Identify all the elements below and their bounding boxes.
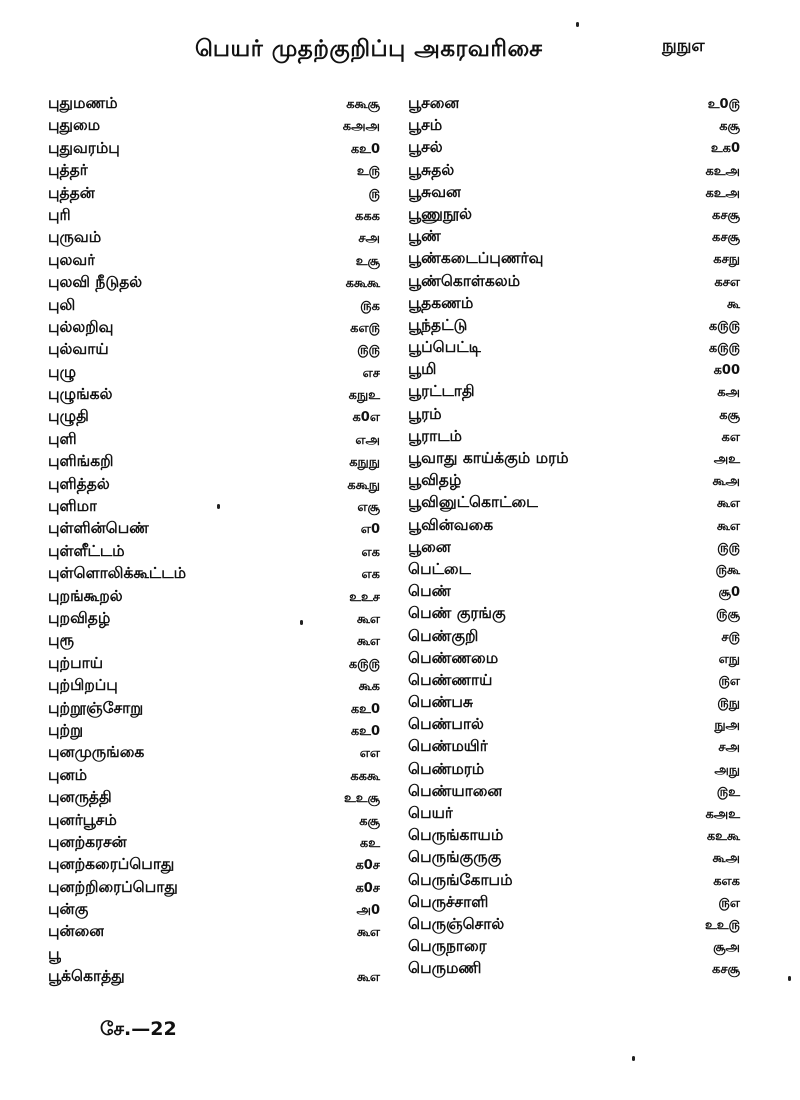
entry-word: புளிமா (48, 497, 98, 516)
index-entry (48, 428, 380, 450)
index-entry (48, 831, 380, 853)
entry-reference: ௫க (360, 298, 380, 314)
entry-word: புரி (48, 205, 71, 224)
index-entry (48, 898, 380, 920)
entry-word: புற்று (48, 720, 84, 739)
entry-reference: எச (362, 365, 380, 381)
entry-word: புலவி நீடுதல் (48, 273, 143, 292)
entry-reference: கசூ (719, 407, 740, 423)
index-entry (408, 425, 740, 447)
footer-signature: சே.—22 (100, 1018, 177, 1040)
entry-word: புல்லறிவு (48, 317, 114, 336)
entry-reference: கஎ௫ (350, 320, 380, 336)
entry-word: பெண்யானை (408, 781, 503, 800)
entry-word: பூசம் (408, 116, 443, 135)
index-entry (48, 786, 380, 808)
index-entry (48, 697, 380, 719)
entry-word: புறவிதழ் (48, 608, 111, 627)
index-entry (408, 270, 740, 292)
entry-reference: ௫௫ (357, 343, 380, 359)
entry-reference: ககூநு (347, 477, 380, 493)
entry-word: பூசல் (408, 138, 443, 157)
index-entry (48, 316, 380, 338)
entry-reference: கஉ0 (350, 141, 380, 157)
index-entry (408, 469, 740, 491)
entry-word: புரூ (48, 631, 75, 650)
entry-reference: கஅ (717, 385, 740, 401)
entry-word: பூனை (408, 537, 451, 556)
ink-speck (217, 504, 220, 509)
ink-speck (576, 22, 579, 27)
entry-word: பெருநாரை (408, 937, 487, 956)
entry-reference: எஅ (355, 432, 380, 448)
entry-word: பூமி (408, 360, 437, 379)
entry-word: பூப்பெட்டி (408, 338, 481, 357)
entry-word: புனம் (48, 765, 88, 784)
entry-word: பெண்ணமை (408, 648, 499, 667)
entry-reference: க௫௫ (708, 318, 740, 334)
index-entry (48, 764, 380, 786)
entry-reference: சஅ (718, 740, 740, 756)
index-entry (48, 204, 380, 226)
entry-word: பெண்பால் (408, 715, 484, 734)
index-entry (408, 336, 740, 358)
entry-reference: க00 (713, 363, 740, 379)
index-entry (408, 403, 740, 425)
index-entry (408, 647, 740, 669)
entry-word: பூரம் (408, 404, 442, 423)
index-entry (48, 226, 380, 248)
entry-reference: கூஎ (356, 634, 380, 650)
index-entry (408, 957, 740, 979)
entry-reference: உஉ௫ (705, 917, 740, 933)
index-entry (48, 562, 380, 584)
entry-word: பூவிதழ் (408, 471, 462, 490)
entry-reference: க0ச (355, 858, 380, 874)
entry-reference: கசசூ (712, 230, 740, 246)
entry-word: புதுமணம் (48, 94, 118, 112)
entry-word: பூண்கடைப்புணர்வு (408, 249, 544, 268)
entry-reference: உஉசூ (343, 791, 380, 807)
entry-word: பெண்மயிர் (408, 737, 488, 756)
entry-reference: சஅ (358, 231, 380, 247)
entry-reference: உக0 (710, 141, 740, 157)
entry-word: புள்ளீட்டம் (48, 541, 125, 560)
entry-reference: கககூ (350, 768, 380, 784)
index-entry (408, 203, 740, 225)
entry-reference: எஎ (359, 746, 380, 762)
index-entry (408, 292, 740, 314)
index-entry (408, 691, 740, 713)
entry-word: புனருத்தி (48, 788, 112, 807)
entry-reference: கநுஉ (348, 388, 380, 404)
entry-reference: எசூ (357, 500, 380, 516)
ink-speck (300, 620, 303, 625)
entry-word: பெண்குறி (408, 626, 479, 645)
entry-word: புளி (48, 429, 77, 448)
entry-reference: கூஎ (356, 611, 380, 627)
entry-reference: உ௫ (356, 164, 380, 180)
entry-reference: எக (361, 544, 380, 560)
index-entry (48, 607, 380, 629)
index-entry (408, 514, 740, 536)
index-entry (48, 271, 380, 293)
index-entry (48, 585, 380, 607)
entry-word: புருவம் (48, 228, 102, 247)
index-entry (408, 824, 740, 846)
entry-word: புற்றூஞ்சோறு (48, 698, 144, 717)
index-entry (48, 294, 380, 316)
index-entry (48, 517, 380, 539)
index-entry (408, 181, 740, 203)
entry-reference: கூஎ (356, 925, 380, 941)
entry-word: பூக்கொத்து (48, 967, 125, 986)
index-entry (48, 92, 380, 114)
entry-reference: க0எ (352, 410, 380, 426)
index-entry (408, 735, 740, 757)
entry-reference: கசநு (713, 252, 740, 268)
index-entry (408, 780, 740, 802)
entry-reference: எக (361, 567, 380, 583)
index-entry (408, 314, 740, 336)
entry-reference: கூஎ (356, 970, 380, 986)
entry-word: புலவர் (48, 250, 96, 269)
entry-reference: கஅஅ (342, 119, 380, 135)
index-entry (48, 965, 380, 987)
entry-reference: கஉஅ (705, 185, 740, 201)
entry-word: புல்வாய் (48, 340, 109, 359)
index-entry (408, 625, 740, 647)
entry-word: புனற்றிரைப்பொது (48, 877, 178, 896)
index-entry (408, 913, 740, 935)
entry-reference: கஉகூ (706, 829, 740, 845)
entry-word: புத்தன் (48, 183, 95, 202)
entry-reference: உஉச (349, 589, 380, 605)
entry-reference: கசூ (359, 813, 380, 829)
entry-word: புன்கு (48, 900, 89, 919)
entry-reference: கநுநு (349, 455, 380, 471)
entry-word: பெருமணி (408, 959, 482, 978)
entry-reference: கஅஉ (705, 807, 740, 822)
entry-reference: கசசூ (712, 962, 740, 978)
entry-reference: க௫௫ (708, 341, 740, 357)
index-entry (408, 891, 740, 913)
entry-reference: அநு (714, 762, 740, 778)
entry-word: பூந்தட்டு (408, 315, 468, 334)
entry-word: புனர்பூசம் (48, 810, 117, 829)
entry-reference: ச௫ (721, 629, 740, 645)
entry-word: பெண்மரம் (408, 759, 485, 778)
index-entry (48, 652, 380, 674)
index-entry (48, 920, 380, 942)
index-entry (408, 802, 740, 824)
entry-word: பூண்கொள்கலம் (408, 271, 521, 290)
entry-word: புற்பிறப்பு (48, 676, 118, 695)
page-number: நுநுஎ (662, 36, 705, 56)
entry-reference: கசசூ (712, 207, 740, 223)
entry-reference: ௫நு (717, 696, 740, 712)
index-entry (48, 741, 380, 763)
entry-word: பெருங்காயம் (408, 826, 504, 845)
index-entry (408, 558, 740, 580)
entry-reference: ௫௫ (717, 540, 740, 556)
index-entry (48, 182, 380, 204)
index-entry (408, 491, 740, 513)
entry-word: புழுதி (48, 407, 89, 426)
index-entry (408, 846, 740, 868)
entry-reference: கூக (358, 679, 380, 695)
entry-word: பெருஞ்சொல் (408, 914, 505, 933)
entry-word: புத்தர் (48, 161, 88, 180)
entry-reference: கசூ (719, 119, 740, 135)
entry-reference: கூஅ (712, 851, 740, 867)
entry-word: புளித்தல் (48, 474, 110, 493)
entry-word: புன்னை (48, 922, 105, 941)
entry-word: பூவாது காய்க்கும் மரம் (408, 449, 569, 467)
index-entry (48, 338, 380, 360)
entry-word: பெருங்குருகு (408, 848, 502, 867)
entry-word: புறங்கூறல் (48, 586, 123, 605)
ink-speck (632, 1056, 635, 1061)
entry-reference: ௫சூ (716, 607, 740, 623)
entry-reference: ௫எ (718, 673, 740, 689)
entry-word: புள்ளின்பெண் (48, 519, 150, 538)
entry-reference: ௫ (368, 186, 380, 202)
index-entry (408, 358, 740, 380)
entry-reference: கஎ (721, 429, 740, 445)
entry-reference: உ0௫ (707, 97, 740, 112)
index-entry (48, 943, 380, 965)
entry-reference: அ0 (356, 903, 380, 919)
entry-word: புலி (48, 295, 76, 314)
entry-reference: கூஎ (716, 518, 740, 534)
entry-reference: நுஅ (714, 718, 740, 734)
index-entry (48, 674, 380, 696)
entry-word: பெண்பசு (408, 693, 473, 712)
entry-reference: ககூசூ (346, 97, 380, 112)
entry-reference: கூஎ (716, 496, 740, 512)
ink-speck (788, 976, 791, 981)
entry-word: பூதகணம் (408, 293, 474, 312)
entry-reference: கசஎ (714, 274, 740, 290)
index-entry (48, 249, 380, 271)
entry-word: புள்ளொலிக்கூட்டம் (48, 564, 187, 583)
index-entry (408, 247, 740, 269)
index-entry (48, 495, 380, 517)
index-entry (408, 159, 740, 181)
left-index-column (48, 92, 380, 988)
entry-word: புழுங்கல் (48, 385, 113, 404)
entry-word: பெண் குரங்கு (408, 604, 506, 623)
index-entry (408, 713, 740, 735)
index-entry (408, 225, 740, 247)
entry-reference: எநு (718, 651, 740, 667)
index-entry (48, 809, 380, 831)
entry-reference: கஉ0 (350, 723, 380, 739)
index-entry (48, 361, 380, 383)
entry-reference: அஉ (713, 452, 740, 467)
entry-reference: ௫கூ (715, 562, 740, 578)
index-entry (48, 450, 380, 472)
index-entry (48, 876, 380, 898)
entry-word: பெருங்கோபம் (408, 870, 513, 889)
index-entry (48, 540, 380, 562)
right-index-column (408, 92, 740, 980)
entry-word: பூவினுட்கொட்டை (408, 493, 539, 512)
entry-word: பூணுநூல் (408, 204, 472, 223)
entry-word: பூசுவன (408, 182, 462, 201)
index-entry (408, 758, 740, 780)
page-title: பெயர் முதற்குறிப்பு அகரவரிசை (195, 36, 543, 62)
entry-reference: கஉ (359, 835, 380, 851)
index-entry (408, 380, 740, 402)
entry-word: பூராடம் (408, 426, 463, 445)
index-entry (408, 536, 740, 558)
index-entry (48, 719, 380, 741)
entry-word: பூண் (408, 227, 441, 246)
index-entry (48, 405, 380, 427)
index-entry (48, 137, 380, 159)
entry-word: பூவின்வகை (408, 515, 494, 534)
index-entry (48, 853, 380, 875)
entry-word: புளிங்கறி (48, 452, 114, 471)
entry-reference: சூ0 (718, 585, 740, 601)
entry-word: புனமுருங்கை (48, 743, 145, 762)
index-entry (408, 92, 740, 114)
index-entry (408, 602, 740, 624)
entry-word: பூசனை (408, 94, 460, 112)
entry-reference: ௫எ (718, 895, 740, 911)
entry-reference: உசூ (355, 253, 380, 269)
entry-word: புனற்கரசன் (48, 832, 127, 851)
entry-word: புதுவரம்பு (48, 138, 120, 157)
index-entry (408, 669, 740, 691)
index-entry (48, 629, 380, 651)
entry-word: பெண்ணாய் (408, 670, 493, 689)
entry-reference: சூஅ (713, 940, 740, 956)
entry-word: புழு (48, 362, 77, 381)
index-entry (408, 114, 740, 136)
index-entry (48, 383, 380, 405)
entry-word: புனற்கரைப்பொது (48, 855, 175, 874)
entry-word: புற்பாய் (48, 653, 104, 672)
entry-reference: ககூகூ (345, 276, 380, 292)
entry-word: பூரட்டாதி (408, 382, 475, 401)
entry-word: பூசுதல் (408, 160, 455, 179)
entry-word: பெயர் (408, 804, 453, 822)
entry-reference: எ0 (360, 522, 380, 538)
entry-reference: க௫௫ (348, 656, 380, 672)
entry-reference: கஉஅ (705, 163, 740, 179)
index-entry (408, 935, 740, 957)
entry-reference: கஎக (713, 873, 740, 889)
entry-reference: ௫உ (716, 784, 740, 800)
entry-word: பெட்டை (408, 559, 471, 578)
index-entry (48, 473, 380, 495)
index-entry (408, 580, 740, 602)
entry-word: பெருச்சாளி (408, 892, 489, 911)
index-entry (408, 869, 740, 891)
index-entry (408, 447, 740, 469)
entry-reference: க0ச (355, 880, 380, 896)
entry-reference: கூ (726, 296, 740, 312)
entry-reference: கூஅ (712, 474, 740, 490)
entry-reference: ககக (355, 208, 380, 224)
index-entry (48, 159, 380, 181)
index-entry (48, 114, 380, 136)
entry-reference: கஉ0 (350, 701, 380, 717)
index-entry (408, 136, 740, 158)
entry-word: புதுமை (48, 116, 101, 135)
entry-word: பூ (48, 944, 62, 963)
entry-word: பெண் (408, 582, 452, 601)
